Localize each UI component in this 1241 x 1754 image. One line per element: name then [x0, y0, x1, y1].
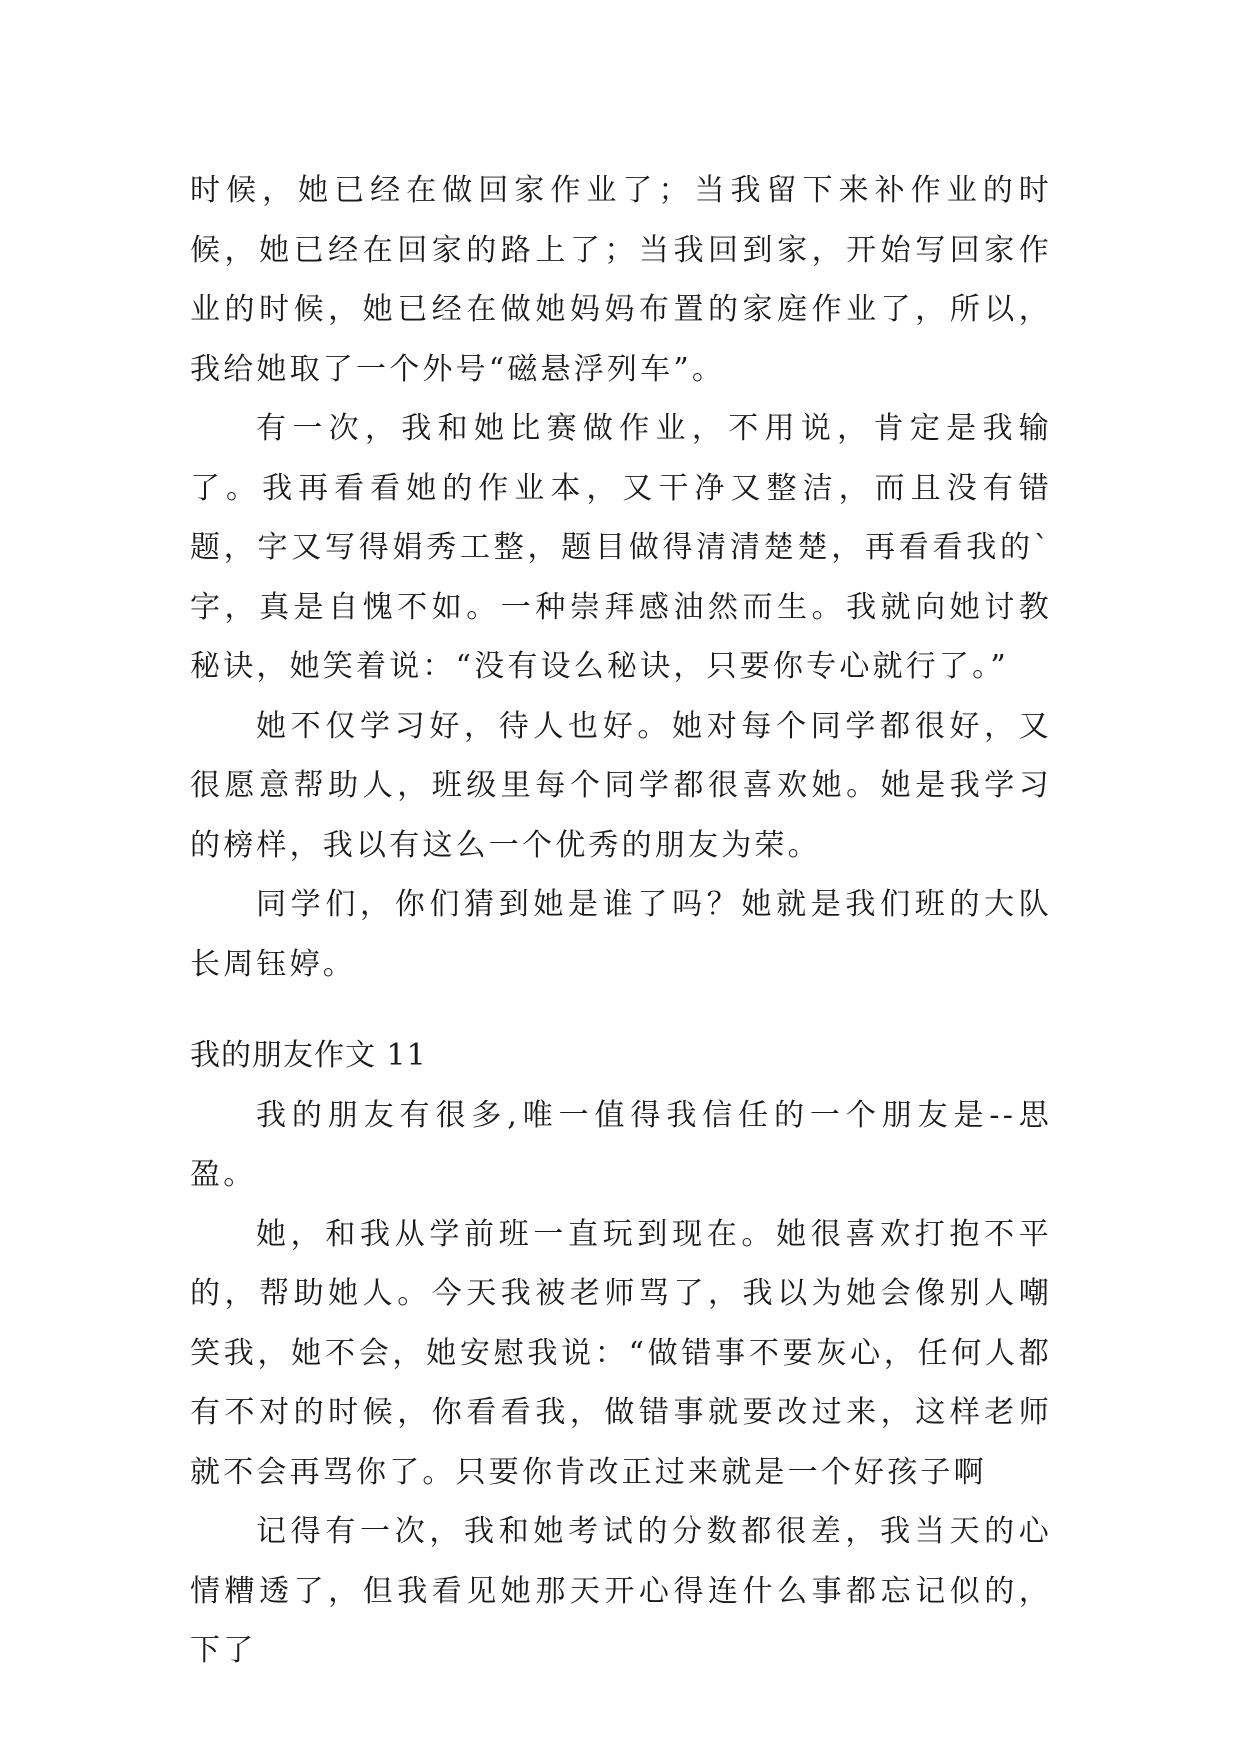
essay-11 [190, 1026, 1052, 1681]
essay-continuation [190, 161, 1052, 994]
paragraph-kind-to-others: 她不仅学习好，待人也好。她对每个同学都很好，又很愿意帮助人，班级里每个同学都很喜欢她。她是我学习的榜样，我以有这么一个优秀的朋友为荣。 [190, 708, 1052, 863]
paragraph-comforting-friend: 她，和我从学前班一直玩到现在。她很喜欢打抱不平的，帮助她人。今天我被老师骂了，我以为她会像别人嘲笑我，她不会，她安慰我说：“做错事不要灰心，任何人都有不对的时候，你看看我，做错事就要改过来，这样老师就不会再骂你了。只要你肯改正过来就是一个好孩子啊 [190, 1216, 1052, 1490]
paragraph-maglev-nickname: 时候，她已经在做回家作业了；当我留下来补作业的时候，她已经在回家的路上了；当我回到家，开始写回家作业的时候，她已经在做她妈妈布置的家庭作业了，所以，我给她取了一个外号“磁悬浮列车”。 [190, 173, 1052, 387]
essay-title: 我的朋友作文 11 [190, 1038, 427, 1073]
paragraph-homework-race: 有一次，我和她比赛做作业，不用说，肯定是我输了。我再看看她的作业本，又干净又整洁，而且没有错题，字又写得娟秀工整，题目做得清清楚楚，再看看我的`字，真是自愧不如。一种崇拜感油然而生。我就向她讨教秘诀，她笑着说：“没有设么秘诀，只要你专心就行了。” [190, 411, 1052, 684]
paragraph-bad-exam: 记得有一次，我和她考试的分数都很差，我当天的心情糟透了，但我看见她那天开心得连什么事都忘记似的，下了 [190, 1514, 1052, 1668]
paragraph-trusted-friend: 我的朋友有很多,唯一值得我信任的一个朋友是--思盈。 [190, 1097, 1052, 1192]
paragraph-reveal-name: 同学们，你们猜到她是谁了吗？她就是我们班的大队长周钰婷。 [190, 887, 1052, 982]
